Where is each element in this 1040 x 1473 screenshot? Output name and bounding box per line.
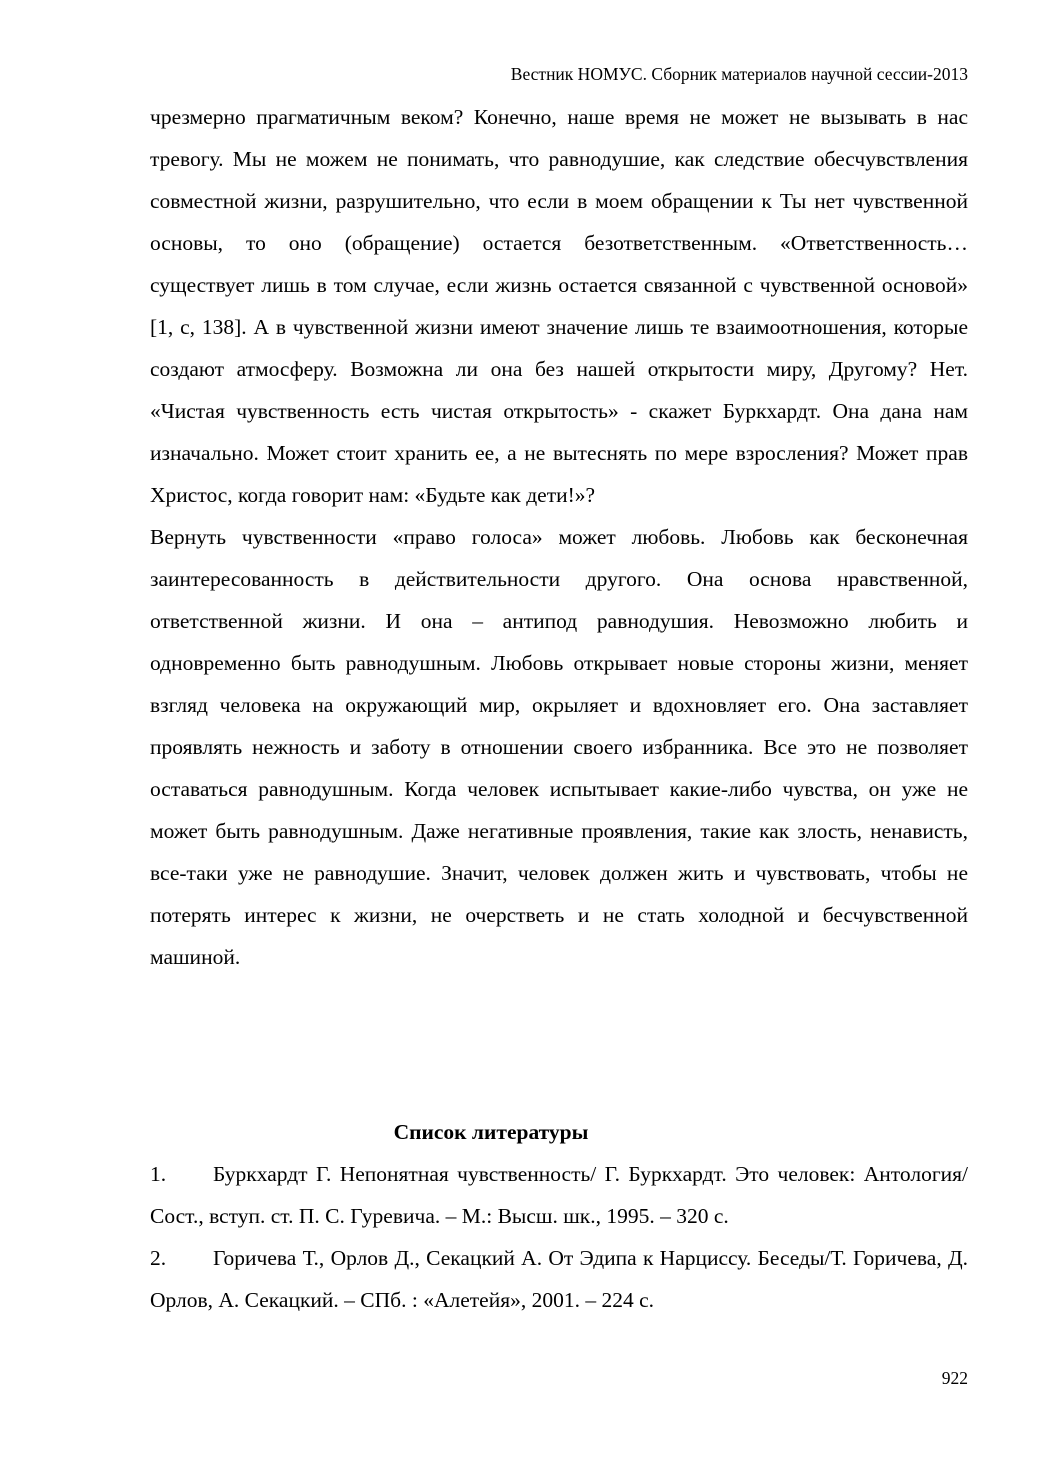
- references-heading: Список литературы: [393, 1120, 589, 1144]
- reference-text: Горичева Т., Орлов Д., Секацкий А. От Эдипа к Нарциссу. Беседы/Т. Горичева, Д. Орлов, А. Секацкий. – СПб. : «Алетейя», 2001. – 224 с.: [150, 1246, 968, 1312]
- paragraph: Вернуть чувственности «право голоса» может любовь. Любовь как бесконечная заинтересованность в действительности другого. Она основа нравственной, ответственной жизни. И она – антипод равнодушия. Невозможно любить и одновременно быть равнодушным. Любовь открывает новые стороны жизни, меняет взгляд человека на окружающий мир, окрыляет и вдохновляет его. Она заставляет проявлять нежность и заботу в отношении своего избранника. Все это не позволяет оставаться равнодушным. Когда человек испытывает какие-либо чувства, он уже не может быть равнодушным. Даже негативные проявления, такие как злость, ненависть, все-таки уже не равнодушие. Значит, человек должен жить и чувствовать, чтобы не потерять интерес к жизни, не очерстветь и не стать холодной и бесчувственной машиной.: [150, 525, 968, 969]
- reference-item: [150, 1237, 968, 1321]
- references-list: [150, 1153, 968, 1321]
- reference-number: 2.: [150, 1246, 167, 1270]
- page-number: 922: [941, 1368, 968, 1388]
- reference-item: [150, 1153, 968, 1237]
- running-header: Вестник НОМУС. Сборник материалов научной сессии-2013: [510, 64, 968, 84]
- paragraph: чрезмерно прагматичным веком? Конечно, наше время не может не вызывать в нас тревогу. Мы не можем не понимать, что равнодушие, как следствие обесчувствления совместной жизни, разрушительно, что если в моем обращении к Ты нет чувственной основы, то оно (обращение) остается безответственным. «Ответственность… существует лишь в том случае, если жизнь остается связанной с чувственной основой» [1, с, 138]. А в чувственной жизни имеют значение лишь те взаимоотношения, которые создают атмосферу. Возможна ли она без нашей открытости миру, Другому? Нет. «Чистая чувственность есть чистая открытость» - скажет Буркхардт. Она дана нам изначально. Может стоит хранить ее, а не вытеснять по мере взросления? Может прав Христос, когда говорит нам: «Будьте как дети!»?: [150, 105, 968, 507]
- body-text: [150, 96, 968, 978]
- reference-number: 1.: [150, 1162, 167, 1186]
- reference-text: Буркхардт Г. Непонятная чувственность/ Г. Буркхардт. Это человек: Антология/ Сост., вступ. ст. П. С. Гуревича. – М.: Высш. шк., 1995. – 320 с.: [150, 1162, 968, 1228]
